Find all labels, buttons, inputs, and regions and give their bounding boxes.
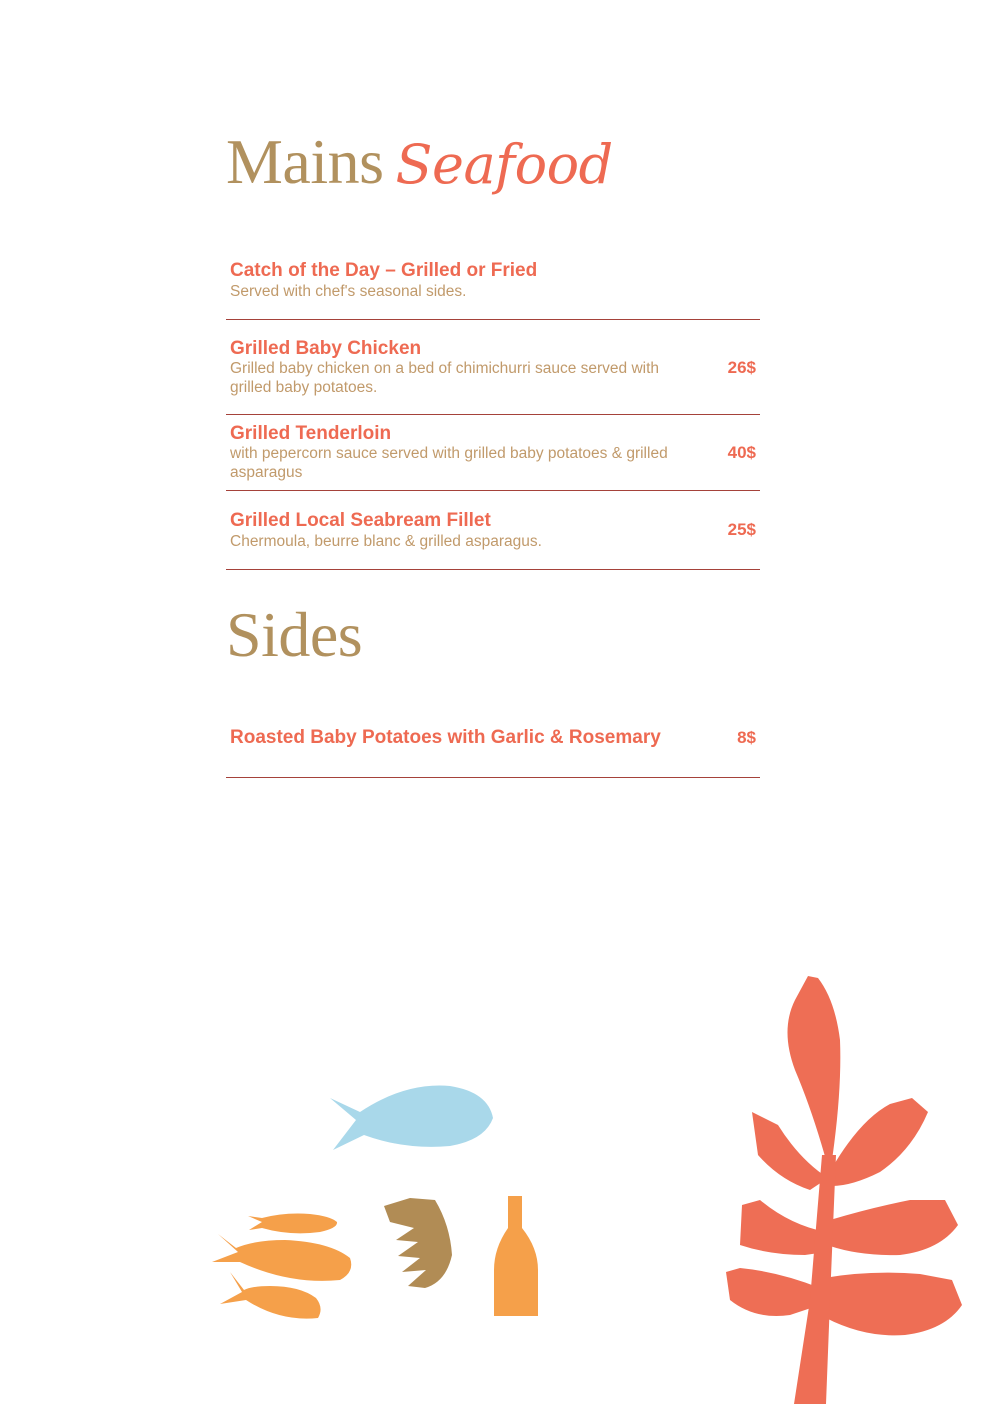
- item-price: 40$: [727, 443, 756, 462]
- item-description: Chermoula, beurre blanc & grilled asparagus.: [230, 533, 542, 550]
- item-description: Grilled baby chicken on a bed of chimichurri sauce served with grilled baby potatoes.: [230, 360, 660, 396]
- item-description: Served with chef's seasonal sides.: [230, 283, 467, 300]
- blue-fish-icon: [330, 1086, 493, 1150]
- side-name: Roasted Baby Potatoes with Garlic & Rosemary: [230, 727, 661, 748]
- sides-heading: Sides: [226, 599, 363, 670]
- mains-title-script: Seafood: [395, 133, 613, 196]
- item-name: Grilled Local Seabream Fillet: [230, 510, 491, 531]
- side-price: 8$: [737, 728, 756, 747]
- bottle-icon: [494, 1196, 538, 1316]
- shell-icon: [384, 1198, 452, 1288]
- small-fish-icon: [248, 1214, 337, 1234]
- item-price: 25$: [727, 520, 756, 539]
- leaf-branch-icon: [726, 976, 962, 1404]
- item-description: with pepercorn sauce served with grilled baby potatoes & grilled asparagus: [230, 445, 668, 481]
- mains-title: Mains: [226, 126, 384, 197]
- large-fish-icon: [212, 1234, 351, 1281]
- item-name: Grilled Tenderloin: [230, 423, 392, 444]
- item-name: Grilled Baby Chicken: [230, 338, 422, 359]
- item-price: 26$: [727, 358, 756, 377]
- item-name: Catch of the Day – Grilled or Fried: [230, 260, 538, 281]
